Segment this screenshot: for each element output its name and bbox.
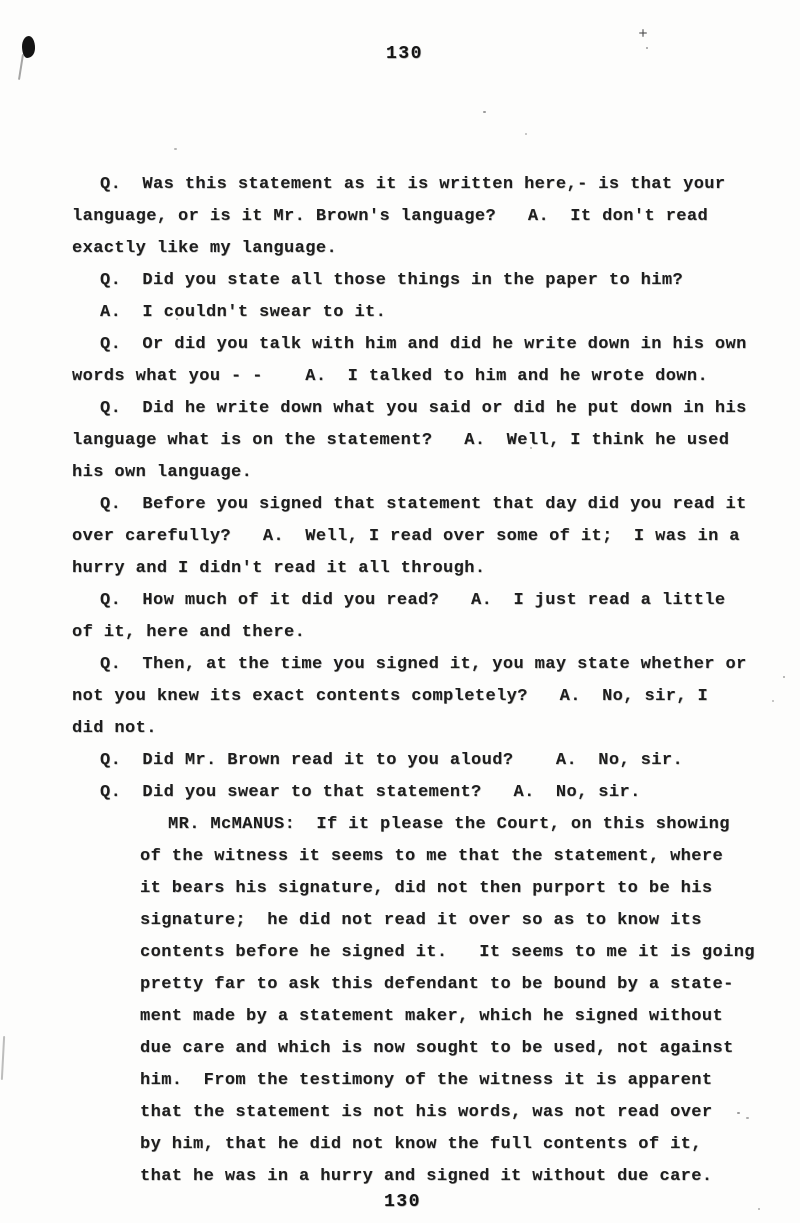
transcript-line: Q. Or did you talk with him and did he write down in his own — [100, 335, 747, 354]
transcript-line: Q. Did you swear to that statement? A. No, sir. — [100, 783, 641, 802]
transcript-line: signature; he did not read it over so as to know its — [140, 911, 702, 930]
transcript-line: it bears his signature, did not then purport to be his — [140, 879, 713, 898]
transcript-line: words what you - - A. I talked to him and he wrote down. — [72, 367, 709, 386]
page-number-bottom: 130 — [384, 1192, 421, 1212]
scan-speck — [483, 111, 486, 113]
transcript — [72, 172, 782, 1196]
transcript-line: by him, that he did not know the full contents of it, — [140, 1135, 702, 1154]
ink-blot-tail-mark — [18, 54, 24, 80]
transcript-line: pretty far to ask this defendant to be bound by a state- — [140, 975, 734, 994]
transcript-line: not you knew its exact contents completely? A. No, sir, I — [72, 687, 709, 706]
transcript-line: his own language. — [72, 463, 253, 482]
transcript-line: Q. How much of it did you read? A. I just read a little — [100, 591, 726, 610]
page-number-top: 130 — [386, 44, 423, 64]
transcript-line: ment made by a statement maker, which he signed without — [140, 1007, 724, 1026]
transcript-line: of it, here and there. — [72, 623, 306, 642]
left-margin-stroke-mark — [1, 1036, 5, 1080]
transcript-line: A. I couldn't swear to it. — [100, 303, 387, 322]
transcript-line: over carefully? A. Well, I read over some of it; I was in a — [72, 527, 740, 546]
scan-speck — [646, 47, 648, 49]
transcript-line: Q. Before you signed that statement that day did you read it — [100, 495, 747, 514]
transcript-line: contents before he signed it. It seems to me it is going — [140, 943, 755, 962]
transcript-line: MR. McMANUS: If it please the Court, on this showing — [168, 815, 730, 834]
transcript-line: him. From the testimony of the witness it is apparent — [140, 1071, 713, 1090]
transcript-line: exactly like my language. — [72, 239, 338, 258]
transcript-line: Q. Was this statement as it is written here,- is that your — [100, 175, 726, 194]
transcript-line: language, or is it Mr. Brown's language? A. It don't read — [72, 207, 709, 226]
scan-speck — [525, 133, 527, 135]
transcript-line: of the witness it seems to me that the statement, where — [140, 847, 724, 866]
transcript-line: hurry and I didn't read it all through. — [72, 559, 486, 578]
transcript-line: Q. Did Mr. Brown read it to you aloud? A. No, sir. — [100, 751, 684, 770]
transcript-line: did not. — [72, 719, 157, 738]
transcript-line: Q. Did you state all those things in the paper to him? — [100, 271, 684, 290]
transcript-line: that he was in a hurry and signed it without due care. — [140, 1167, 713, 1186]
scan-speck — [639, 32, 647, 34]
transcript-line: that the statement is not his words, was not read over — [140, 1103, 713, 1122]
scan-speck — [174, 148, 177, 150]
transcript-line: Q. Then, at the time you signed it, you may state whether or — [100, 655, 747, 674]
scan-speck — [758, 1208, 760, 1210]
transcript-line: language what is on the statement? A. Well, I think he used — [72, 431, 730, 450]
transcript-line: Q. Did he write down what you said or did he put down in his — [100, 399, 747, 418]
transcript-line: due care and which is now sought to be used, not against — [140, 1039, 734, 1058]
scan-speck — [783, 676, 785, 678]
